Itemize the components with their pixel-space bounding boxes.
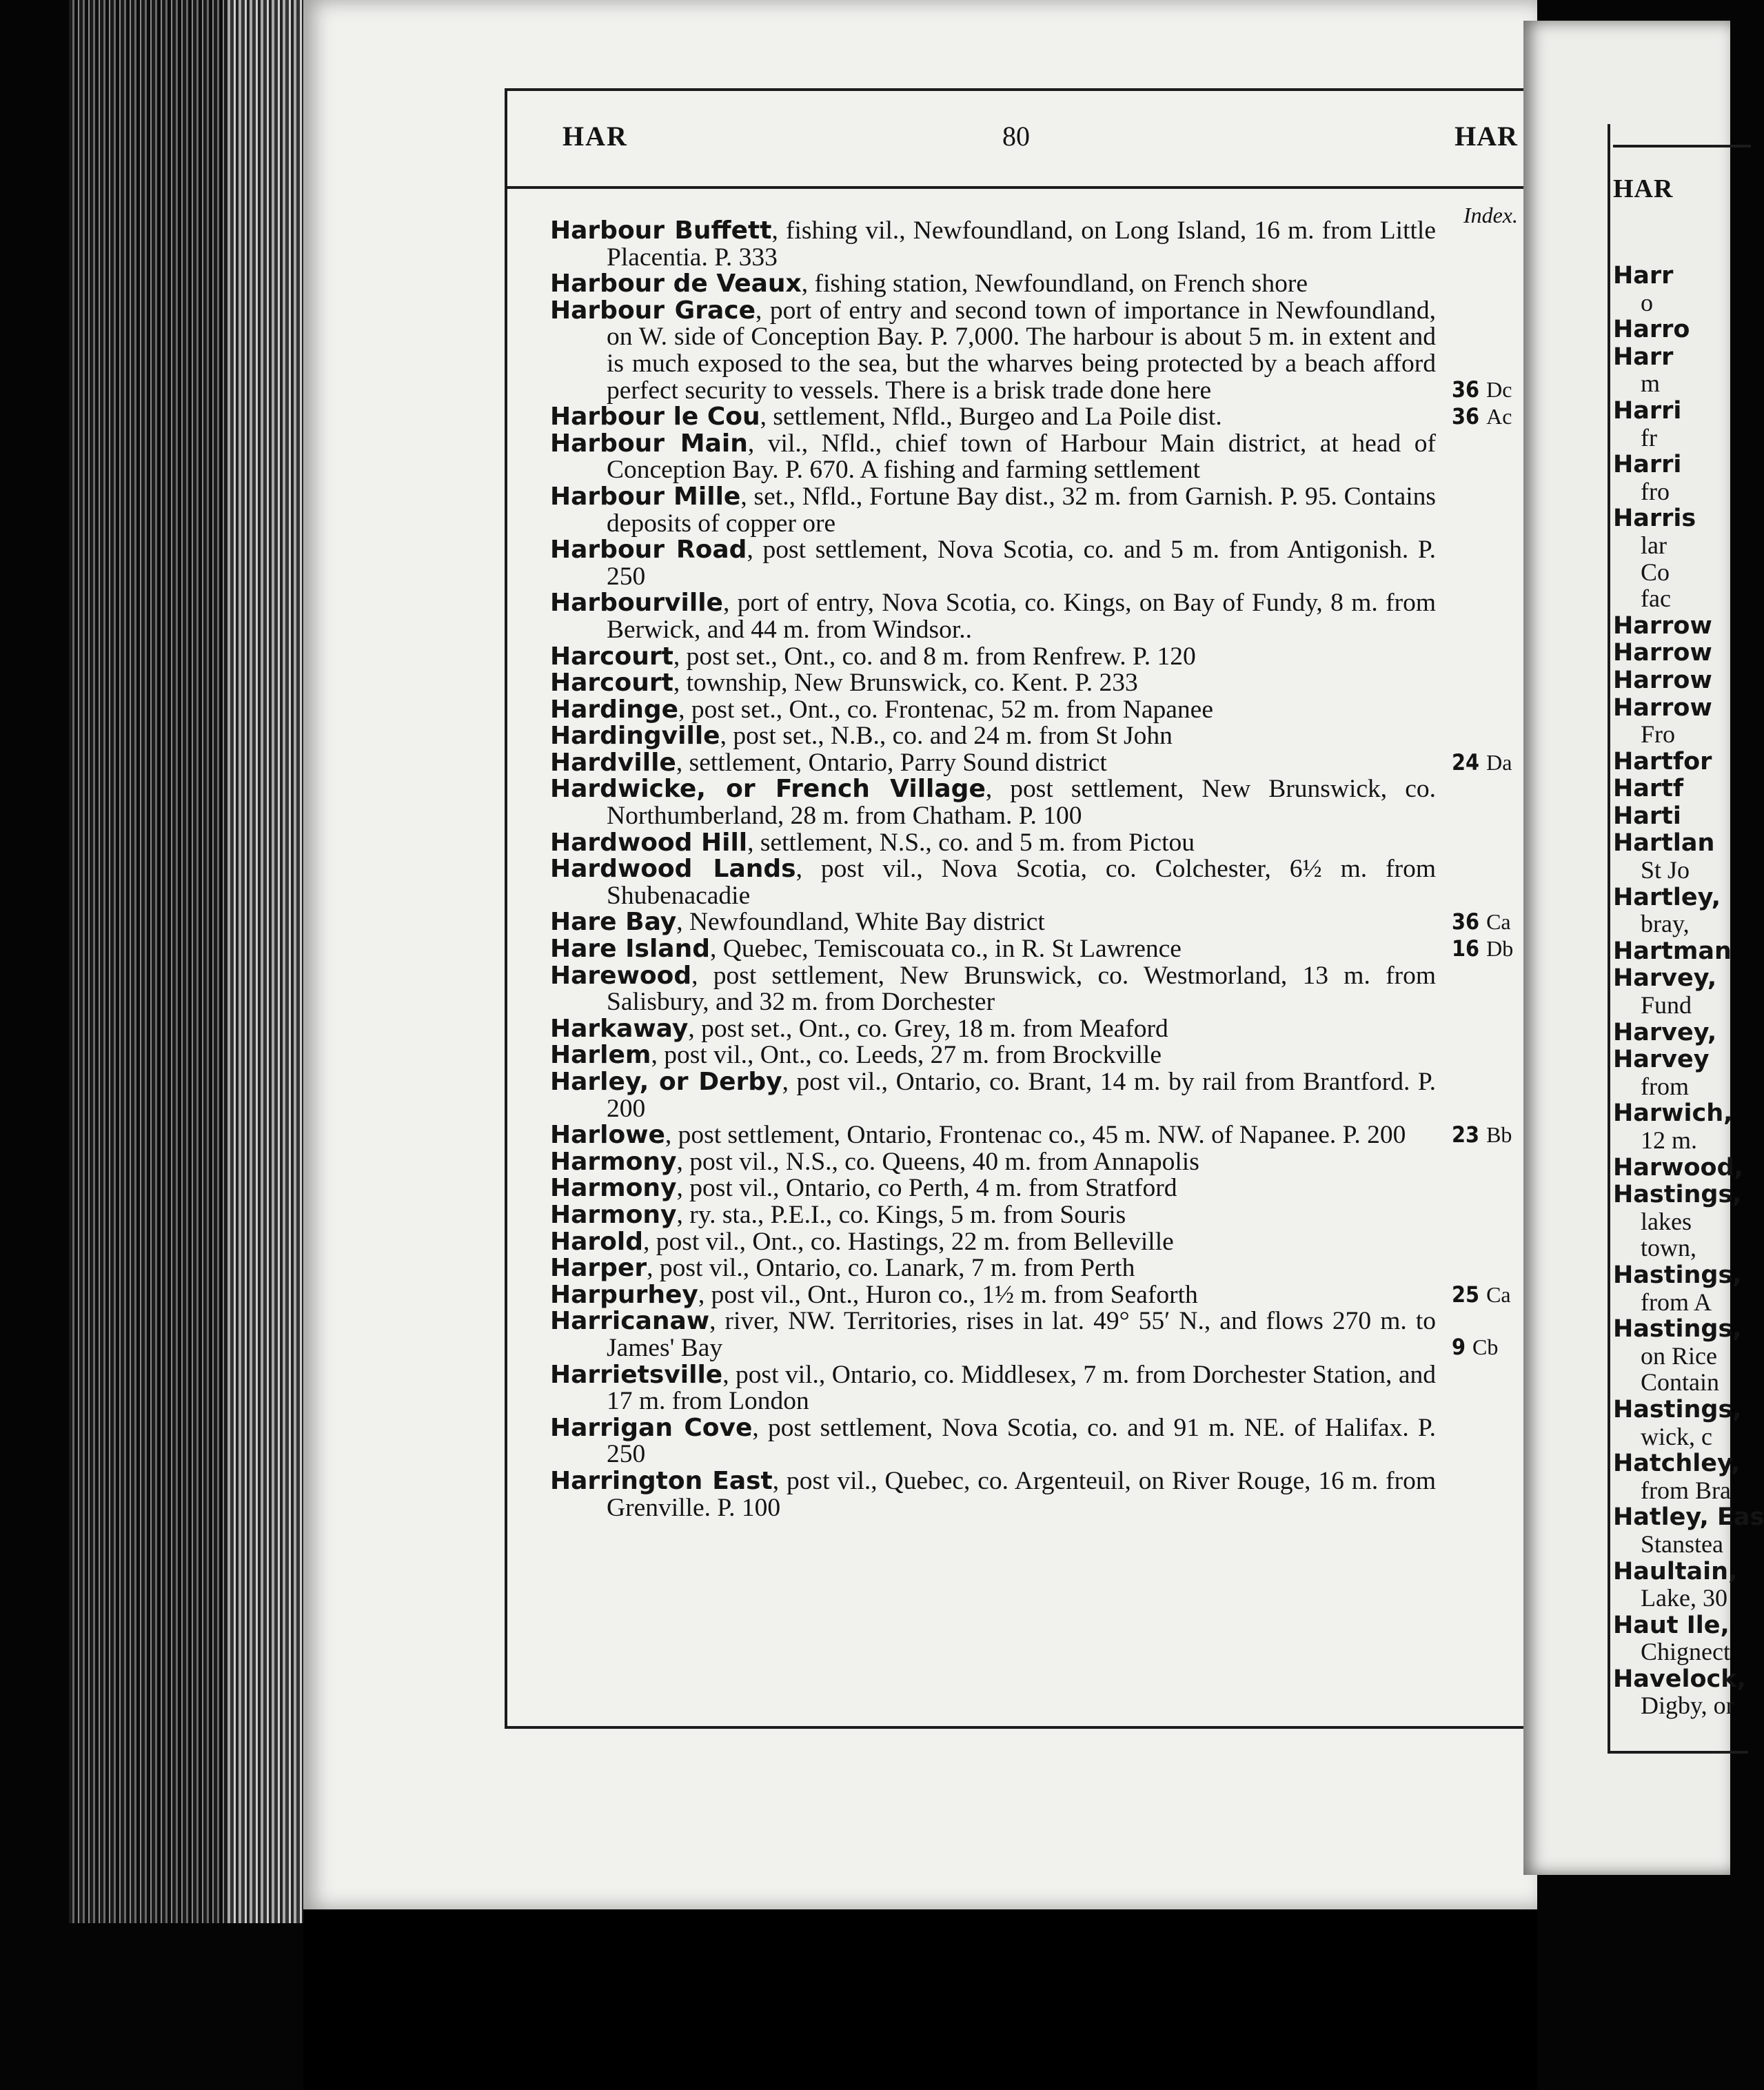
next-page-fragment: Harrow [1613,639,1712,667]
gazetteer-entry [550,670,1436,697]
gazetteer-entry [550,856,1436,909]
entry-description: , post vil., Ont., Huron co., 1½ m. from Seaforth [698,1280,1198,1309]
next-page-fragment: St Jo [1641,856,1690,884]
entry-description: , port of entry, Nova Scotia, co. Kings, on Bay of Fundy, 8 m. from Berwick, and 44 m. from Windsor.. [607,589,1436,644]
entry-description: , post settlement, Ontario, Frontenac co., 45 m. NW. of Napanee. P. 200 [665,1121,1406,1150]
gazetteer-entry [550,431,1436,484]
gazetteer-entry [550,1468,1436,1521]
entry-place-name: Harbour Road [550,536,747,565]
entry-place-name: Hardville [550,748,676,777]
gazetteer-entry [550,404,1436,431]
entry-description: , post vil., Ont., co. Leeds, 27 m. from Brockville [651,1041,1162,1070]
entry-description: , post settlement, Nova Scotia, co. and 91 m. NE. of Halifax. P. 250 [607,1413,1437,1469]
entry-place-name: Harold [550,1227,644,1256]
entry-description: , post vil., Ontario, co. Middlesex, 7 m. from Dorchester Station, and 17 m. from London [607,1360,1436,1416]
entry-place-name: Harbour le Cou [550,403,760,432]
next-page-fragment: Chignect [1641,1638,1730,1666]
next-page-fragment: Harvey [1613,1046,1710,1074]
entry-place-name: Harmony [550,1200,677,1229]
gazetteer-entry [550,1282,1436,1309]
entry-description: , settlement, Nfld., Burgeo and La Poile dist. [760,403,1222,432]
next-page-fragment: Co [1641,558,1670,586]
entry-place-name: Harlem [550,1041,651,1070]
entry-index-reference: 36 Ca [1452,909,1511,935]
next-page-fragment: wick, c [1641,1422,1712,1450]
next-page-fragment: Harwich, [1613,1099,1733,1128]
next-page-fragment: Harro [1613,316,1690,344]
entry-description: , post set., N.B., co. and 24 m. from St John [720,722,1173,751]
next-page-fragment: Hatchley, [1613,1450,1741,1478]
running-header [507,91,1525,189]
entry-place-name: Harcourt [550,669,673,698]
next-page-fragment: Harr [1613,343,1674,371]
entry-description: , post settlement, New Brunswick, co. Northumberland, 28 m. from Chatham. P. 100 [607,775,1436,831]
next-page-fragment: Hartf [1613,775,1684,803]
gazetteer-entry [550,1229,1436,1256]
gazetteer-entry [550,1175,1436,1202]
gazetteer-entry [550,1042,1436,1069]
entry-list [550,218,1436,1521]
entry-place-name: Harpurhey [550,1280,698,1309]
entry-description: , set., Nfld., Fortune Bay dist., 32 m. from Garnish. P. 95. Contains deposits of copper ore [607,482,1436,538]
next-page-fragment: Stanstea [1641,1530,1723,1558]
entry-place-name: Harcourt [550,642,673,671]
next-page-fragment: 12 m. [1641,1126,1698,1154]
entry-description: , settlement, N.S., co. and 5 m. from Pictou [747,828,1195,857]
entry-place-name: Hardwicke, or French Village [550,775,986,804]
next-page-fragment: Hartfor [1613,747,1712,775]
entry-description: , vil., Nfld., chief town of Harbour Main district, at head of Conception Bay. P. 670. A fishing and farming settlement [607,429,1436,485]
next-page-fragment: from A [1641,1288,1712,1316]
header-left-key: HAR [562,121,628,152]
entry-place-name: Harewood [550,961,692,990]
entry-description: , post set., Ont., co. Frontenac, 52 m. from Napanee [678,695,1213,724]
gazetteer-entry [550,1149,1436,1176]
gazetteer-entry [550,750,1436,777]
next-page-fragment: Harrow [1613,693,1712,722]
entry-place-name: Harper [550,1254,647,1283]
next-page-peek [1523,21,1764,1875]
entry-description: , post vil., N.S., co. Queens, 40 m. from Annapolis [676,1147,1199,1176]
next-page-fragment: lakes [1641,1207,1692,1235]
next-page-fragment: Hastings, [1613,1315,1742,1343]
next-page-fragment: town, [1641,1234,1696,1262]
entry-description: , post vil., Nova Scotia, co. Colchester, 6½ m. from Shubenacadie [607,855,1436,910]
next-page-fragment: Harri [1613,451,1682,479]
index-column-label: Index. [1463,203,1518,227]
entry-place-name: Hare Island [550,935,710,964]
entry-description: , post set., Ont., co. and 8 m. from Renfrew. P. 120 [673,642,1196,671]
entry-description: , post settlement, New Brunswick, co. Westmorland, 13 m. from Salisbury, and 32 m. from Dorchester [607,961,1436,1017]
entry-description: , river, NW. Territories, rises in lat. 49° 55′ N., and flows 270 m. to James' Bay [607,1307,1436,1362]
entry-place-name: Harrietsville [550,1360,723,1389]
bottom-shadow [303,1909,1537,2090]
entry-description: , ry. sta., P.E.I., co. Kings, 5 m. from Souris [676,1200,1126,1229]
gazetteer-entry [550,271,1436,298]
gazetteer-entry [550,936,1436,963]
next-page-fragment: Hatley, Eas [1613,1503,1764,1532]
next-page-fragment: Hastings, [1613,1395,1742,1423]
page-number: 80 [1002,121,1030,152]
entry-description: , post vil., Ont., co. Hastings, 22 m. from Belleville [643,1227,1174,1256]
entry-description: , post vil., Ontario, co Perth, 4 m. from Stratford [676,1174,1177,1203]
next-page-fragment: fro [1641,477,1670,505]
entry-description: , post vil., Ontario, co. Lanark, 7 m. from Perth [647,1254,1135,1283]
gazetteer-entry [550,537,1436,590]
next-page-fragment: lar [1641,531,1667,559]
entry-description: , township, New Brunswick, co. Kent. P. 233 [673,669,1138,698]
entry-place-name: Harbour Mille [550,482,741,511]
entry-place-name: Harkaway [550,1014,689,1043]
entry-place-name: Harmony [550,1147,677,1176]
entry-place-name: Harmony [550,1174,677,1203]
entry-place-name: Harbour Main [550,429,748,458]
next-page-fragments [1613,262,1764,1719]
entry-place-name: Hardinge [550,695,679,724]
next-page-fragment: Hastings, [1613,1181,1742,1209]
gazetteer-entry [550,1362,1436,1415]
entry-description: , fishing station, Newfoundland, on French shore [801,270,1308,298]
entry-description: , fishing vil., Newfoundland, on Long Island, 16 m. from Little Placentia. P. 333 [607,216,1436,272]
entry-place-name: Harbourville [550,589,723,618]
gazetteer-entry [550,776,1436,829]
next-page-fragment: on Rice [1641,1341,1717,1370]
gazetteer-entry [550,830,1436,857]
entry-place-name: Harrigan Cove [550,1413,753,1442]
next-page-fragment: fr [1641,423,1657,452]
next-page-fragment: o [1641,288,1653,316]
gazetteer-entry [550,1255,1436,1282]
next-page-fragment: Haultain, [1613,1557,1738,1585]
gazetteer-entry [550,909,1436,936]
next-page-fragment: Hastings, [1613,1261,1742,1289]
gazetteer-entry [550,484,1436,537]
entry-description: , post settlement, Nova Scotia, co. and 5 m. from Antigonish. P. 250 [607,536,1436,591]
entry-place-name: Harbour de Veaux [550,270,802,298]
next-page-fragment: Harrow [1613,666,1712,694]
next-page-fragment: Harri [1613,396,1682,425]
gazetteer-entry [550,1308,1436,1361]
gazetteer-entry [550,590,1436,643]
next-page-fragment: Hartman [1613,937,1732,965]
page-frame [505,88,1528,1729]
next-page-fragment: Contain [1641,1368,1719,1397]
next-page-fragment: Hartley, [1613,883,1721,911]
entry-description: , post set., Ont., co. Grey, 18 m. from Meaford [688,1014,1168,1043]
entry-description: , port of entry and second town of importance in Newfoundland, on W. side of Conception Bay. P. 7,000. The harbour is about 5 m. in extent and is much exposed to the sea, but the wharves being protected by a beach afford perfect security to vessels. There is a brisk trade done here [607,296,1436,405]
entry-index-reference: 36 Dc [1452,376,1512,403]
next-page-fragment: Harrow [1613,611,1712,640]
next-page-fragment: Harti [1613,802,1681,830]
entry-index-reference: 36 Ac [1452,403,1512,429]
gazetteer-entry [550,1202,1436,1229]
gazetteer-entry [550,697,1436,724]
gazetteer-entry [550,298,1436,404]
entry-place-name: Harricanaw [550,1307,710,1336]
next-page-fragment: Harvey, [1613,964,1717,993]
entry-description: , post vil., Quebec, co. Argenteuil, on River Rouge, 16 m. from Grenville. P. 100 [607,1466,1436,1522]
next-page-fragment: Lake, 30 [1641,1584,1727,1612]
entry-place-name: Harbour Grace [550,296,756,325]
next-page-fragment: Fro [1641,720,1676,749]
entry-index-reference: 25 Ca [1452,1281,1511,1308]
next-page-fragment: Haut Ile, [1613,1611,1730,1639]
header-right-key: HAR [1454,121,1518,152]
gazetteer-entry [550,1122,1436,1149]
entry-place-name: Hardingville [550,722,720,751]
next-page-fragment: Harris [1613,505,1696,533]
gazetteer-entry [550,1415,1436,1468]
next-page-fragment: Hartlan [1613,829,1715,858]
gazetteer-entry [550,644,1436,671]
entry-description: , settlement, Ontario, Parry Sound district [676,748,1107,777]
next-page-fragment: Fund [1641,991,1692,1019]
entry-description: , Quebec, Temiscouata co., in R. St Lawrence [709,935,1182,964]
entry-index-reference: 23 Bb [1452,1122,1512,1148]
next-page-fragment: bray, [1641,910,1690,938]
next-page-fragment: fac [1641,585,1671,613]
entry-place-name: Harlowe [550,1121,665,1150]
gazetteer-entry [550,1016,1436,1043]
gazetteer-entry [550,1069,1436,1122]
next-page-header: HAR [1613,145,1751,204]
entry-place-name: Hardwood Hill [550,828,748,857]
entry-place-name: Harley, or Derby [550,1068,782,1096]
next-page-fragment: Havelock, [1613,1665,1746,1693]
entry-index-reference: 24 Da [1452,749,1512,775]
next-page-fragment: Digby, or [1641,1692,1734,1720]
next-page-fragment: Harwood, [1613,1153,1743,1181]
next-page-fragment: Harvey, [1613,1018,1717,1046]
gazetteer-entry [550,963,1436,1016]
next-page-fragment: from [1641,1072,1689,1100]
entry-place-name: Hardwood Lands [550,855,796,884]
entry-description: , Newfoundland, White Bay district [676,908,1045,937]
next-page-fragment: Harr [1613,262,1674,290]
entry-description: , post vil., Ontario, co. Brant, 14 m. by rail from Brantford. P. 200 [607,1068,1436,1123]
entry-place-name: Harbour Buffett [550,216,772,245]
gazetteer-entry [550,218,1436,271]
gazetteer-page [303,0,1537,1909]
gazetteer-entry [550,723,1436,750]
next-page-fragment: from Bra [1641,1476,1731,1504]
entry-place-name: Harrington East [550,1466,773,1495]
entry-place-name: Hare Bay [550,908,677,937]
entry-index-reference: 9 Cb [1452,1334,1499,1360]
entry-index-reference: 16 Db [1452,935,1514,962]
next-page-fragment: m [1641,369,1661,398]
